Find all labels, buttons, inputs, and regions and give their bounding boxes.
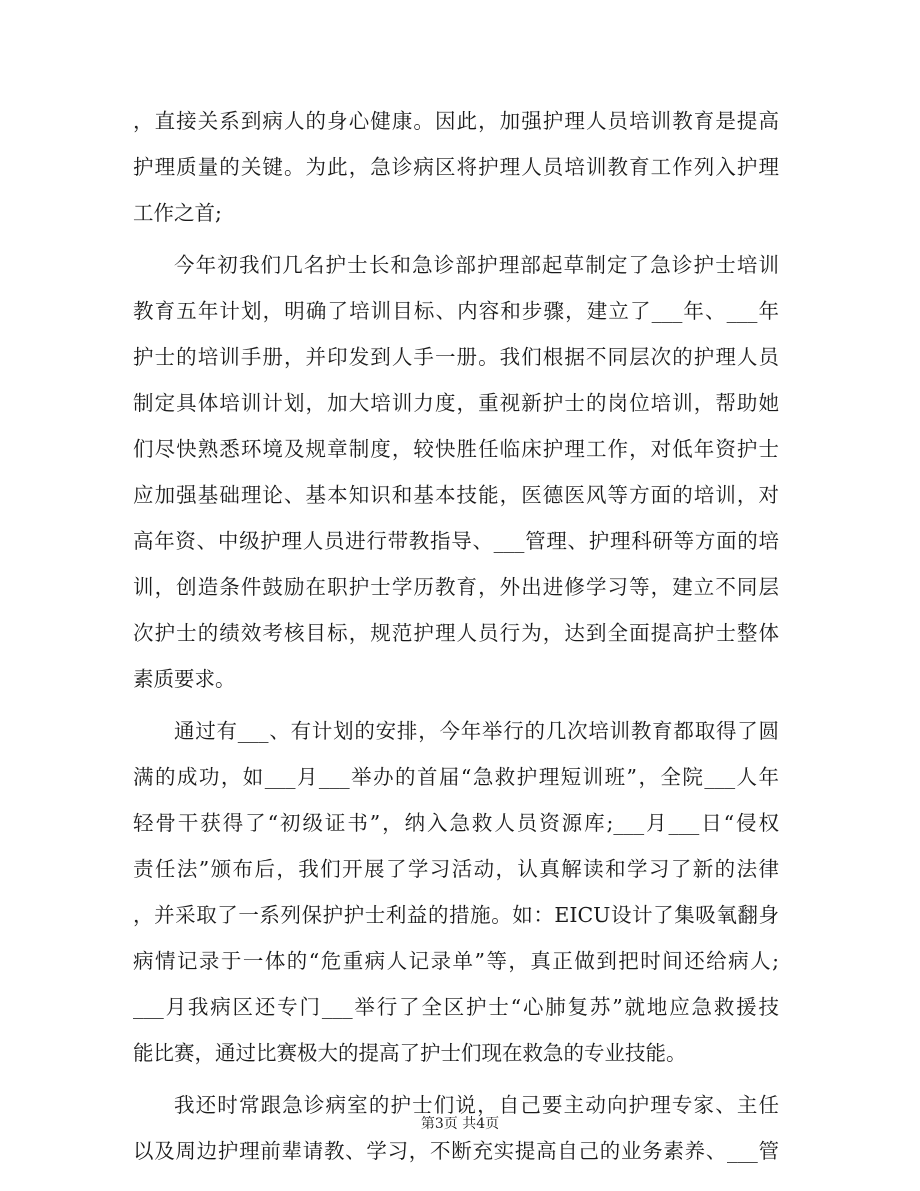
text-line: 责任法”颁布后，我们开展了学习活动，认真解读和学习了新的法律: [133, 857, 779, 881]
page-number-footer: 第3页 共4页: [420, 1116, 500, 1132]
text-line: 工作之首;: [133, 201, 222, 225]
text-line: 次护士的绩效考核目标，规范护理人员行为，达到全面提高护士整体: [133, 621, 779, 645]
paragraph: [133, 242, 779, 702]
text-line: 能比赛，通过比赛极大的提高了护士们现在救急的专业技能。: [133, 1041, 687, 1065]
text-line: 训，创造条件鼓励在职护士学历教育，外出进修学习等，建立不同层: [133, 575, 779, 599]
text-line: 高年资、中级护理人员进行带教指导、___管理、护理科研等方面的培: [133, 529, 779, 553]
text-line: 教育五年计划，明确了培训目标、内容和步骤，建立了___年、___年: [133, 299, 779, 323]
paragraph: [133, 708, 779, 1076]
text-line: 以及周边护理前辈请教、学习，不断充实提高自己的业务素养、___管: [133, 1139, 779, 1163]
text-line: 病情记录于一体的“危重病人记录单”等，真正做到把时间还给病人;: [133, 949, 779, 973]
text-line: 满的成功，如___月___举办的首届“急救护理短训班”，全院___人年: [133, 765, 779, 789]
text-line: 我还时常跟急诊病室的护士们说，自己要主动向护理专家、主任: [174, 1093, 779, 1117]
text-line: 护士的培训手册，并印发到人手一册。我们根据不同层次的护理人员: [133, 345, 779, 369]
text-line: 应加强基础理论、基本知识和基本技能，医德医风等方面的培训，对: [133, 483, 779, 507]
text-line: 们尽快熟悉环境及规章制度，较快胜任临床护理工作，对低年资护士: [133, 437, 779, 461]
document-body: [133, 98, 779, 1174]
text-line: 素质要求。: [133, 667, 236, 691]
text-line: 制定具体培训计划，加大培训力度，重视新护士的岗位培训，帮助她: [133, 391, 779, 415]
text-line: 护理质量的关键。为此，急诊病区将护理人员培训教育工作列入护理: [133, 155, 779, 179]
text-line: 通过有___、有计划的安排，今年举行的几次培训教育都取得了圆: [174, 719, 779, 743]
text-line: 今年初我们几名护士长和急诊部护理部起草制定了急诊护士培训: [174, 253, 779, 277]
text-line: 轻骨干获得了“初级证书”，纳入急救人员资源库;___月___日“侵权: [133, 811, 779, 835]
text-line: ，并采取了一系列保护护士利益的措施。如：EICU设计了集吸氧翻身: [133, 903, 779, 927]
text-line: ，直接关系到病人的身心健康。因此，加强护理人员培训教育是提高: [133, 109, 779, 133]
paragraph: [133, 98, 779, 236]
text-line: ___月我病区还专门___举行了全区护士“心肺复苏”就地应急救援技: [133, 995, 779, 1019]
